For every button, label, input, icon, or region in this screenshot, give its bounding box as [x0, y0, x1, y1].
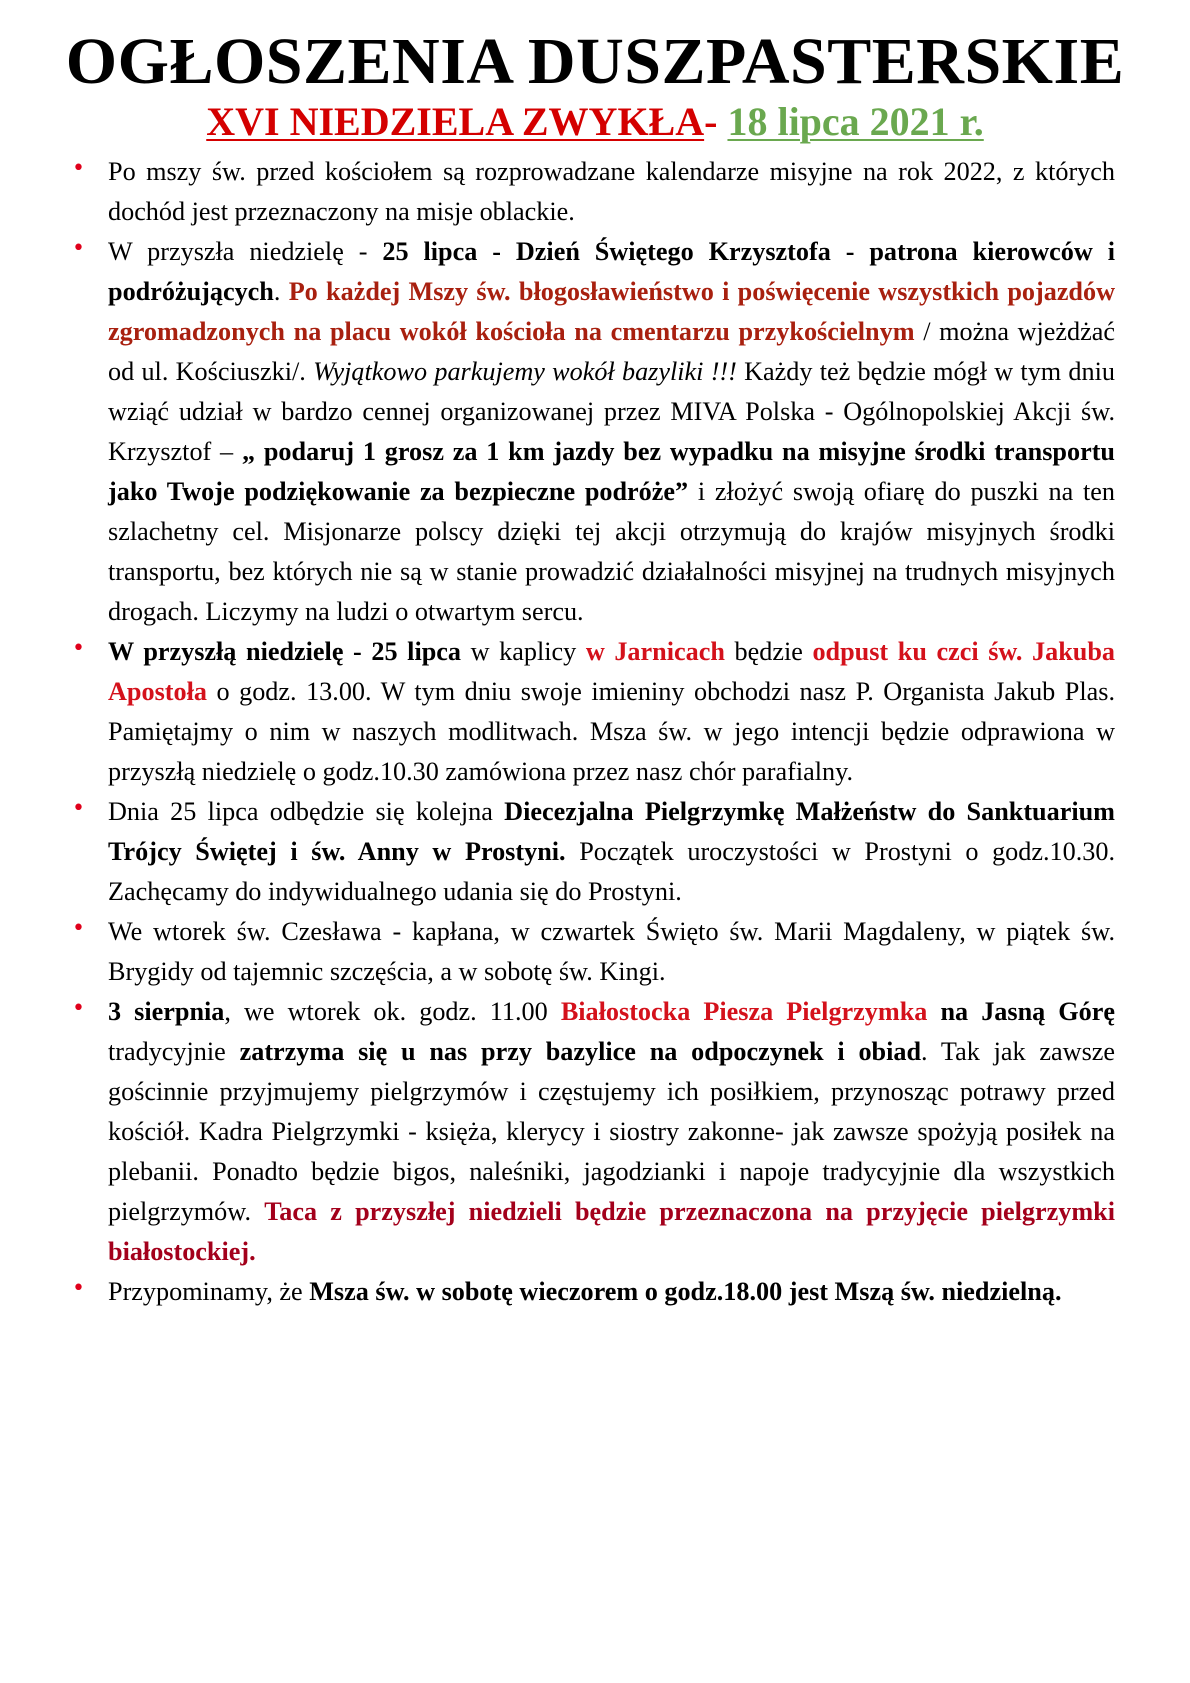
- text-segment: i złożyć swoją ofiarę do puszki na ten szlachetny cel. Misjonarze polscy dzięki tej akcji otrzymują do krajów misyjnych środki transportu, bez których nie są w stanie prowadzić działalności misyjnej na trudnych misyjnych drogach. Liczymy na ludzi o otwartym sercu.: [108, 477, 1115, 626]
- subtitle-dash: -: [704, 99, 728, 144]
- announcement-item: [0, 232, 1190, 632]
- bullet-icon: •: [72, 1276, 85, 1301]
- text-segment: We wtorek św. Czesława - kapłana, w czwartek Święto św. Marii Magdaleny, w piątek św. Brygidy od tajemnic szczęścia, a w sobotę św. Kingi.: [108, 917, 1115, 986]
- text-segment: / można wjeżdżać od ul. Kościuszki/.: [108, 317, 1116, 386]
- text-segment: Dnia 25 lipca odbędzie się kolejna: [108, 797, 505, 826]
- bullet-icon: •: [72, 796, 85, 821]
- bullet-icon: •: [72, 636, 85, 661]
- sunday-date: 18 lipca 2021 r.: [727, 99, 984, 144]
- announcement-item: [0, 152, 1190, 232]
- announcement-item: [0, 992, 1190, 1272]
- announcement-item: [0, 632, 1190, 792]
- text-segment: , we wtorek ok. godz. 11.00: [224, 997, 561, 1026]
- bullet-icon: •: [72, 996, 85, 1021]
- text-segment: będzie: [724, 637, 813, 666]
- bullet-icon: •: [72, 236, 85, 261]
- sunday-name: XVI NIEDZIELA ZWYKŁA: [206, 99, 705, 144]
- bold-text: W przyszłą niedzielę - 25 lipca: [108, 637, 462, 666]
- highlighted-text: Taca z przyszłej niedzieli będzie przeznaczona na przyjęcie pielgrzymki białostockiej.: [108, 1197, 1115, 1266]
- text-segment: Po mszy św. przed kościołem są rozprowadzane kalendarze misyjne na rok 2022, z których dochód jest przeznaczony na misje oblackie.: [108, 157, 1115, 226]
- page-subtitle: [0, 98, 1190, 146]
- highlighted-text: w Jarnicach: [585, 637, 725, 666]
- page-title: OGŁOSZENIA DUSZPASTERSKIE: [65, 25, 1125, 98]
- announcement-item: [0, 1272, 1190, 1312]
- bold-text: „ podaruj 1 grosz za 1 km jazdy bez wypadku na misyjne środki transportu jako Twoje podziękowanie za bezpieczne podróże”: [108, 437, 1115, 506]
- announcement-item: [0, 792, 1190, 912]
- bold-text: 3 sierpnia: [108, 997, 225, 1026]
- bullet-icon: •: [72, 156, 85, 181]
- text-segment: o godz. 13.00. W tym dniu swoje imieniny obchodzi nasz P. Organista Jakub Plas. Pamiętajmy o nim w naszych modlitwach. Msza św. w jego intencji będzie odprawiona w przyszłą niedzielę o godz.10.30 zamówiona przez nasz chór parafialny.: [108, 677, 1115, 786]
- bold-text: 25 lipca -: [382, 237, 516, 266]
- bold-text: zatrzyma się u nas przy bazylice na odpoczynek i obiad: [239, 1037, 922, 1066]
- text-segment: Przypominamy, że: [108, 1277, 310, 1306]
- highlighted-text: odpust ku czci św. Jakuba Apostoła: [108, 637, 1116, 706]
- text-segment: Każdy też będzie mógł w tym dniu wziąć udział w bardzo cennej organizowanej przez MIVA Polska - Ogólnopolskiej Akcji św. Krzysztof –: [108, 357, 1115, 466]
- announcement-item: [0, 912, 1190, 992]
- text-segment: W przyszła niedzielę -: [108, 237, 383, 266]
- bold-text: Dzień Świętego Krzysztofa - patrona kierowców i podróżujących: [108, 237, 1115, 306]
- text-segment: Początek uroczystości w Prostyni o godz.10.30. Zachęcamy do indywidualnego udania się do Prostyni.: [108, 837, 1115, 906]
- text-segment: . Tak jak zawsze gościnnie przyjmujemy pielgrzymów i częstujemy ich posiłkiem, przynosząc potrawy przed kościół. Kadra Pielgrzymki - księża, klerycy i siostry zakonne- jak zawsze spożyją posiłek na plebanii. Ponadto będzie bigos, naleśniki, jagodzianki i napoje tradycyjnie dla wszystkich pielgrzymów.: [108, 1037, 1116, 1226]
- highlighted-text: Białostocka Piesza Pielgrzymka: [560, 997, 928, 1026]
- italic-text: Wyjątkowo parkujemy wokół bazyliki !!!: [313, 357, 737, 386]
- bold-text: Diecezjalna Pielgrzymkę Małżeństw do Sanktuarium Trójcy Świętej i św. Anny w Prostyni.: [108, 797, 1115, 866]
- text-segment: [927, 997, 940, 1026]
- bullet-icon: •: [72, 916, 85, 941]
- bold-text: Msza św. w sobotę wieczorem o godz.18.00 jest Mszą św. niedzielną.: [309, 1277, 1062, 1306]
- text-segment: .: [273, 277, 289, 306]
- bold-text: na Jasną Górę: [940, 997, 1116, 1026]
- highlighted-text: Po każdej Mszy św. błogosławieństwo i poświęcenie wszystkich pojazdów zgromadzonych na placu wokół kościoła na cmentarzu przykościelnym: [108, 277, 1116, 346]
- text-segment: tradycyjnie: [108, 1037, 240, 1066]
- announcement-list: [0, 152, 1190, 1312]
- text-segment: w kaplicy: [461, 637, 586, 666]
